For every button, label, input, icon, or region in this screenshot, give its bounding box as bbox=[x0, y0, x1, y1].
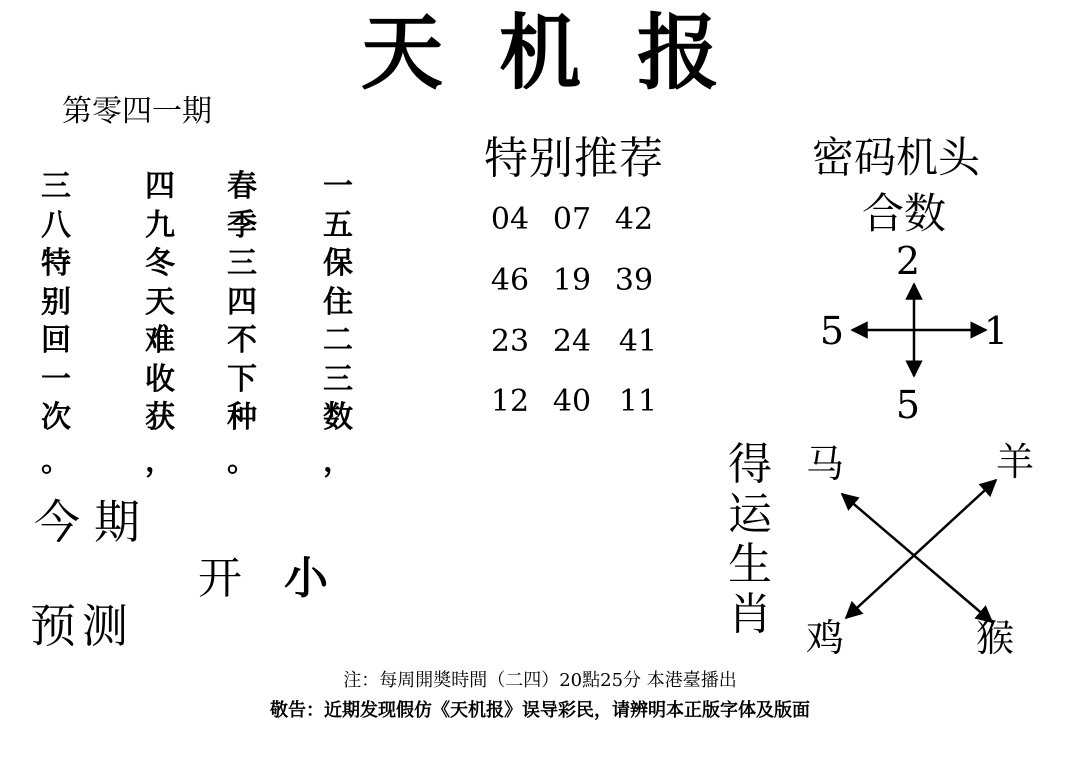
poem-character: 次 bbox=[41, 400, 71, 435]
code-head-subtitle: 合数 bbox=[862, 189, 947, 238]
poem-character: 九 bbox=[145, 207, 175, 243]
zodiac-arrow-diagonal-1 bbox=[842, 494, 992, 622]
prediction-label-line1: 今期 bbox=[34, 495, 154, 549]
poem-character: 回 bbox=[41, 323, 71, 358]
zodiac-top-left: 马 bbox=[806, 442, 845, 486]
poem-character: 保 bbox=[323, 246, 353, 281]
special-recommend-title: 特别推荐 bbox=[484, 133, 664, 184]
poem-character: 八 bbox=[41, 207, 71, 243]
poem-character: 三 bbox=[323, 361, 353, 397]
zodiac-arrow-diagonal-2 bbox=[846, 480, 996, 618]
compass-top-number: 2 bbox=[895, 239, 921, 283]
poem-character: 春 bbox=[227, 169, 257, 204]
poem-character: 天 bbox=[145, 284, 175, 320]
poem-character: 一 bbox=[41, 361, 71, 397]
poem-character: 。 bbox=[227, 443, 257, 479]
special-number: 23 bbox=[490, 324, 530, 359]
draw-time-note: 注：每周開奬時間（二四）20點25分 本港臺播出 bbox=[343, 670, 737, 691]
poem-character: 四 bbox=[145, 169, 175, 204]
poem-character: 四 bbox=[227, 284, 257, 320]
prediction-value: 小 bbox=[284, 553, 328, 604]
special-number: 42 bbox=[614, 202, 654, 237]
code-head-title: 密码机头 bbox=[812, 133, 981, 182]
poem-character: 不 bbox=[227, 323, 257, 358]
newspaper-title: 天机报 bbox=[360, 5, 775, 101]
poem-character: 获 bbox=[145, 400, 175, 435]
lucky-zodiac-title: 得运生肖 bbox=[728, 439, 772, 640]
poem-character: 季 bbox=[227, 207, 257, 243]
prediction-open-label: 开 bbox=[198, 553, 242, 604]
special-number: 11 bbox=[618, 384, 658, 419]
poem-character: 特 bbox=[41, 246, 71, 281]
issue-number: 第零四一期 bbox=[62, 94, 212, 129]
zodiac-top-right: 羊 bbox=[996, 440, 1035, 484]
poem-character: 三 bbox=[227, 246, 257, 281]
special-number: 41 bbox=[618, 324, 658, 359]
poem-character: 二 bbox=[323, 323, 353, 358]
poem-character: 别 bbox=[41, 284, 71, 320]
zodiac-bottom-right: 猴 bbox=[976, 616, 1015, 660]
poem-character: 冬 bbox=[145, 246, 175, 281]
poem-character: 收 bbox=[145, 361, 175, 397]
special-number: 19 bbox=[552, 263, 592, 298]
poem-character: ， bbox=[145, 443, 175, 479]
poem-character: 下 bbox=[227, 361, 257, 397]
poem-character: 难 bbox=[145, 323, 175, 358]
special-number: 39 bbox=[614, 263, 654, 298]
special-number: 07 bbox=[552, 202, 592, 237]
poem-character: 。 bbox=[41, 443, 71, 479]
zodiac-bottom-left: 鸡 bbox=[806, 616, 845, 660]
poem-character: 种 bbox=[227, 400, 257, 435]
compass-right-number: 1 bbox=[983, 309, 1009, 353]
special-number: 24 bbox=[552, 324, 592, 359]
counterfeit-warning: 敬告：近期发现假仿《天机报》误导彩民，请辨明本正版字体及版面 bbox=[270, 700, 810, 721]
prediction-label-line2: 预测 bbox=[30, 599, 134, 653]
compass-bottom-number: 5 bbox=[895, 383, 921, 427]
special-number: 46 bbox=[490, 263, 530, 298]
poem-character: 五 bbox=[323, 207, 353, 243]
poem-character: 三 bbox=[41, 169, 71, 204]
special-number: 40 bbox=[552, 384, 592, 419]
special-number: 12 bbox=[490, 384, 530, 419]
poem-character: 一 bbox=[323, 169, 353, 204]
poem-character: ， bbox=[323, 443, 353, 479]
poem-character: 数 bbox=[323, 400, 353, 435]
poem-character: 住 bbox=[323, 284, 353, 320]
compass-left-number: 5 bbox=[819, 309, 845, 353]
special-number: 04 bbox=[490, 202, 530, 237]
